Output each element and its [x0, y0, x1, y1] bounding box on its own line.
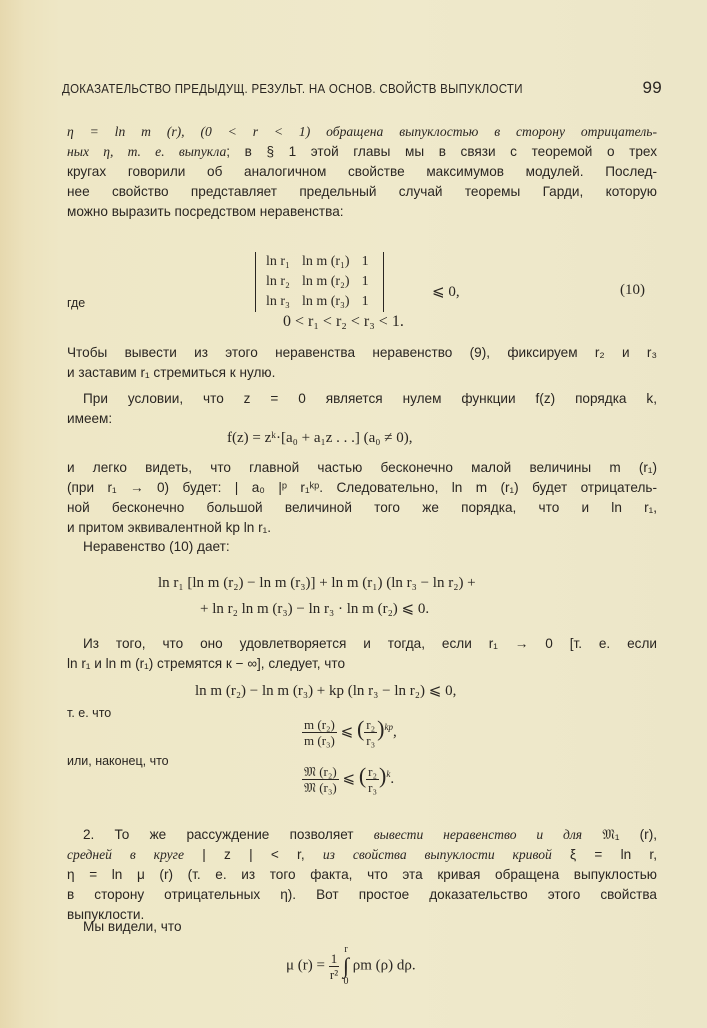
equation-long-line-1: ln r₁ [ln m (r₂) − ln m (r₃)] + ln m (r₁) (ln r₃ − ln r₂) +: [158, 575, 476, 591]
text-line: При условии, что z = 0 является нулем функции f(z) порядка k,: [83, 391, 657, 406]
text-line: можно выразить посредством неравенства:: [67, 204, 344, 219]
text-line: Из того, что оно удовлетворяется и тогда, если r₁ → 0 [т. е. если: [83, 636, 657, 651]
paragraph-2: [67, 343, 657, 383]
header-title: ДОКАЗАТЕЛЬСТВО ПРЕДЫДУЩ. РЕЗУЛЬТ. НА ОСНОВ. СВОЙСТВ ВЫПУКЛОСТИ: [62, 82, 523, 96]
text-line: (при r₁ → 0) будет: | a₀ |ᵖ r₁ᵏᵖ. Следовательно, ln m (r₁) будет отрицатель-: [67, 480, 657, 495]
text-line: выпуклости.: [67, 907, 145, 922]
paragraph-4: [67, 458, 657, 538]
text-line: и заставим r₁ стремиться к нулю.: [67, 365, 276, 380]
text-line: ln r₁ и ln m (r₁) стремятся к − ∞], следует, что: [67, 656, 346, 671]
paragraph-5: Неравенство (10) дает:: [83, 539, 230, 554]
paragraph-7: 2. То же рассуждение позволяет вывести неравенство и для 𝔐₁ (r), средней в круге | z | < r, из свойства выпуклости кривой ξ = ln r, η = ln μ (r) (т. е. из того факта, что эта кривая обращена выпуклостью в сторону отрицательных η). Вот простое доказательство этого свойства выпуклости.: [67, 825, 657, 925]
text-line: и притом эквивалентной kp ln r₁.: [67, 520, 272, 535]
finally-label: или, наконец, что: [67, 754, 169, 768]
paragraph-1: [67, 122, 657, 222]
equation-ratio: $\frac{\text{m (r₂)}}{\text{m (r₃)}}$ ⩽ ( $\frac{\text{r₂}}{\text{r₃}}$ )$^{kp}$,: [304, 716, 397, 749]
det-rhs: ⩽ 0,: [432, 284, 460, 300]
running-header: [62, 78, 662, 98]
page-number: 99: [642, 78, 662, 97]
te-label: т. е. что: [67, 706, 112, 720]
text-line: кругах говорили об аналогичном свойстве максимумов модулей. Послед-: [67, 164, 657, 179]
where-label: где: [67, 296, 86, 310]
where-equation: 0 < r₁ < r₂ < r₃ < 1.: [283, 313, 404, 330]
text-line: ной бесконечно большой величиной того же порядка, что и ln r₁,: [67, 500, 657, 515]
paragraph-6: [67, 634, 657, 674]
equation-kp: ln m (r₂) − ln m (r₃) + kp (ln r₃ − ln r₂) ⩽ 0,: [195, 683, 457, 699]
text-line: и легко видеть, что главной частью бесконечно малой величины m (r₁): [67, 460, 657, 475]
text-line: η = ln μ (r) (т. е. из того факта, что эта кривая обращена выпуклостью: [67, 867, 657, 882]
determinant-equation: ln r₁ ln m (r₁) 1 ln r₂ ln m (r₂) 1 ln r₃ ln m (r₃) 1: [255, 252, 384, 312]
equation-long-line-2: + ln r₂ ln m (r₃) − ln r₃ · ln m (r₂) ⩽ 0.: [200, 601, 430, 617]
text-line: имеем:: [67, 411, 113, 426]
italic-text: обращена выпуклостью в сторону отрицатель-: [310, 124, 657, 139]
inline-math: η = ln m (r), (0 < r < 1): [67, 124, 311, 139]
text-line: Чтобы вывести из этого неравенства неравенство (9), фиксируем r₂ и r₃: [67, 345, 657, 360]
text-line: в сторону отрицательных η). Вот простое доказательство этого свойства: [67, 887, 657, 902]
equation-number: (10): [620, 282, 645, 298]
equation-ratio-2: $\frac{\text{𝔐 (r₂)}}{\text{𝔐 (r₃)}}$ ⩽ ( $\frac{\text{r₂}}{\text{r₃}}$ )$^k$.: [304, 763, 395, 796]
italic-text: ных η, т. е. выпукла: [67, 144, 227, 159]
paragraph-3: [67, 389, 657, 429]
paragraph-8: Мы видели, что: [83, 919, 182, 934]
text-line: нее свойство представляет предельный случай теоремы Гарди, которую: [67, 184, 657, 199]
equation-f: f(z) = zᵏ·[a₀ + a₁z . . .] (a₀ ≠ 0),: [227, 430, 413, 446]
text: ; в § 1 этой главы мы в связи с теоремой о трех: [226, 144, 657, 159]
equation-mu: μ (r) = $\frac{1}{\text{r²}}$ r ∫ 0 ρm (ρ) dρ.: [286, 944, 416, 987]
